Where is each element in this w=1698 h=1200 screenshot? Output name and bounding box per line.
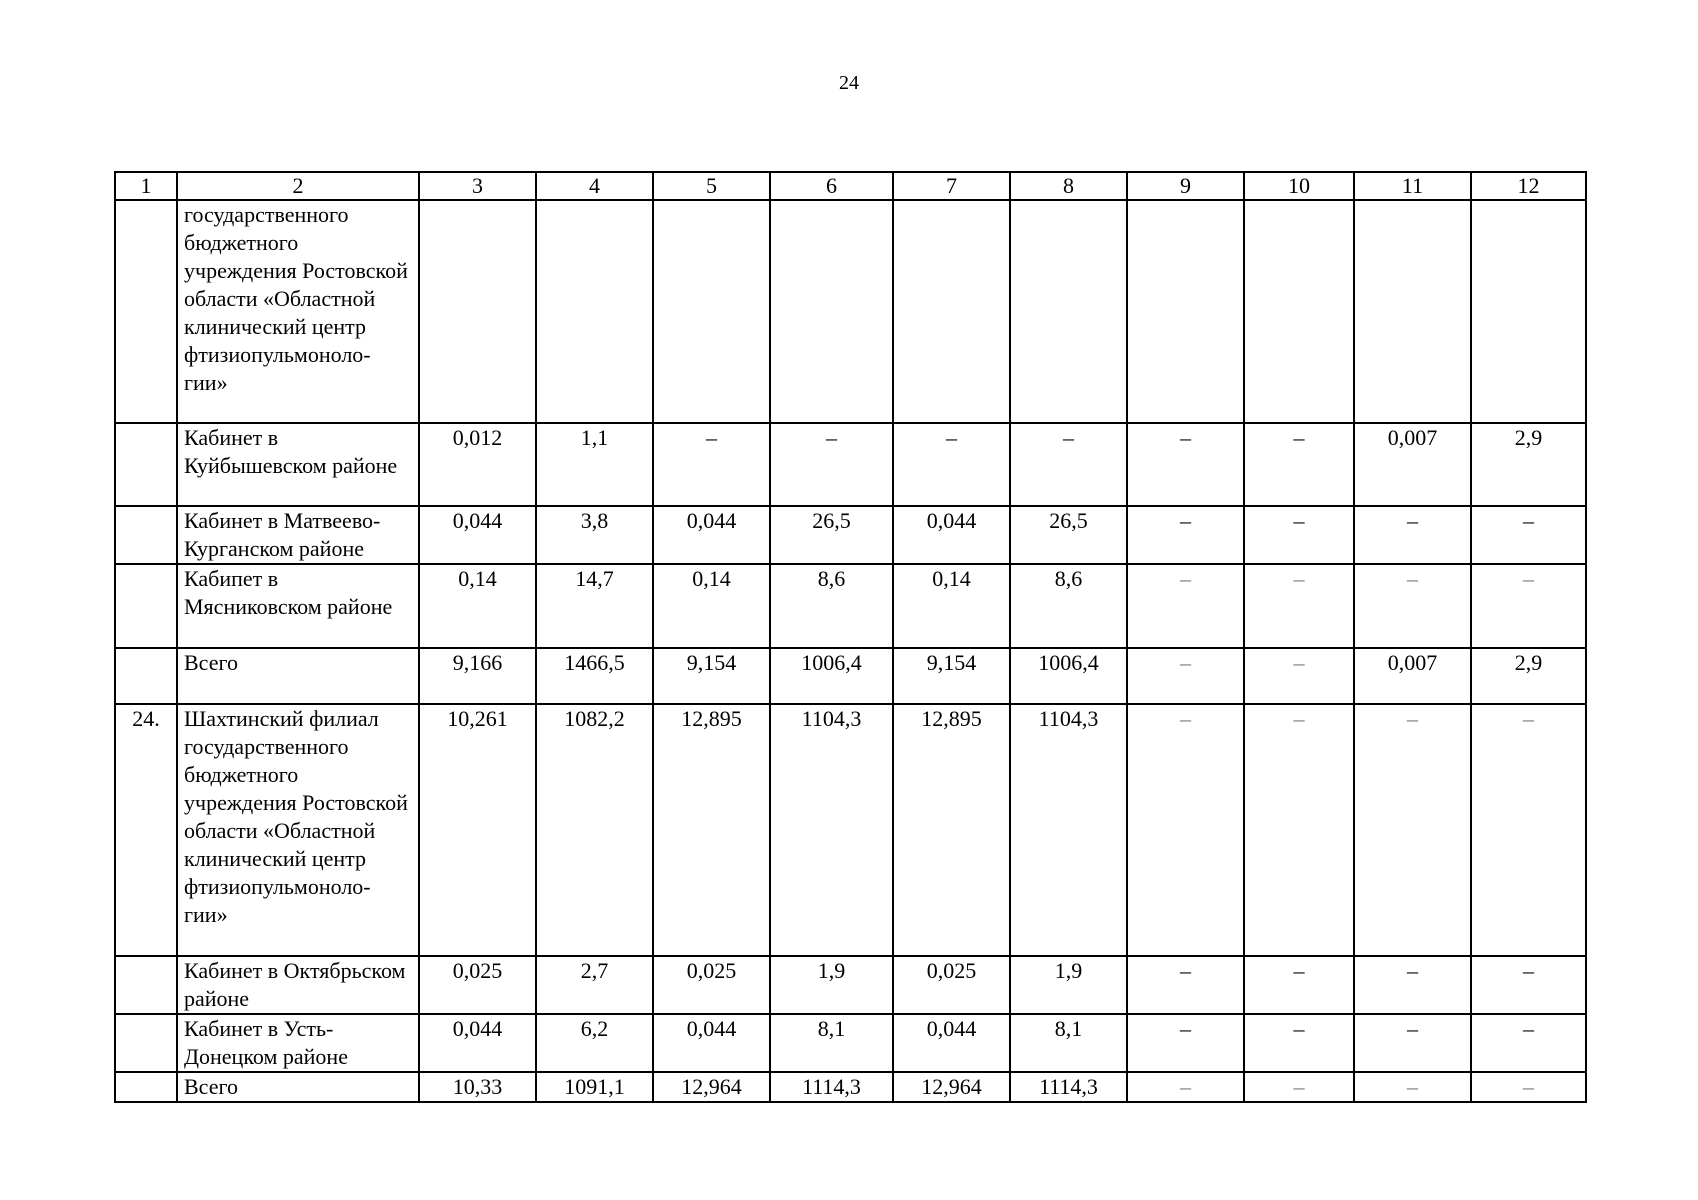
value-cell: 1006,4 bbox=[1010, 648, 1127, 704]
value-cell: 0,14 bbox=[893, 564, 1010, 648]
value-cell: 0,044 bbox=[653, 506, 770, 564]
value-cell: – bbox=[1471, 1072, 1586, 1102]
value-cell: 12,964 bbox=[893, 1072, 1010, 1102]
table-row bbox=[115, 200, 1586, 423]
row-index-cell bbox=[115, 956, 177, 1014]
value-cell: – bbox=[1354, 1072, 1471, 1102]
value-cell: 0,044 bbox=[653, 1014, 770, 1072]
column-header: 7 bbox=[893, 172, 1010, 200]
column-header: 12 bbox=[1471, 172, 1586, 200]
value-cell: – bbox=[1471, 956, 1586, 1014]
value-cell: 1104,3 bbox=[770, 704, 893, 956]
value-cell: 3,8 bbox=[536, 506, 653, 564]
value-cell: – bbox=[1354, 564, 1471, 648]
value-cell: 9,154 bbox=[893, 648, 1010, 704]
column-header: 5 bbox=[653, 172, 770, 200]
value-cell: 1091,1 bbox=[536, 1072, 653, 1102]
value-cell: – bbox=[770, 423, 893, 506]
value-cell: 0,044 bbox=[419, 506, 536, 564]
row-name-cell: Кабинет в Матвеево-Курганском районе bbox=[177, 506, 419, 564]
value-cell: 26,5 bbox=[1010, 506, 1127, 564]
value-cell: – bbox=[1244, 423, 1354, 506]
value-cell: 14,7 bbox=[536, 564, 653, 648]
value-cell: – bbox=[1354, 704, 1471, 956]
value-cell: 0,025 bbox=[419, 956, 536, 1014]
value-cell: – bbox=[1127, 423, 1244, 506]
value-cell bbox=[1244, 200, 1354, 423]
page-number: 24 bbox=[839, 72, 859, 94]
value-cell: 0,044 bbox=[419, 1014, 536, 1072]
row-name-cell: Кабинет в Октябрьском районе bbox=[177, 956, 419, 1014]
value-cell bbox=[419, 200, 536, 423]
column-header: 6 bbox=[770, 172, 893, 200]
value-cell: 8,1 bbox=[770, 1014, 893, 1072]
value-cell: – bbox=[1354, 956, 1471, 1014]
row-name-cell: Кабипет в Мясниковском районе bbox=[177, 564, 419, 648]
value-cell: – bbox=[1127, 564, 1244, 648]
row-index-cell bbox=[115, 648, 177, 704]
value-cell bbox=[1127, 200, 1244, 423]
value-cell: – bbox=[1244, 648, 1354, 704]
value-cell: – bbox=[1354, 506, 1471, 564]
table-row bbox=[115, 1014, 1586, 1072]
value-cell: – bbox=[1244, 704, 1354, 956]
value-cell: 1,1 bbox=[536, 423, 653, 506]
value-cell: 8,6 bbox=[1010, 564, 1127, 648]
value-cell: 1104,3 bbox=[1010, 704, 1127, 956]
column-header: 8 bbox=[1010, 172, 1127, 200]
total-row bbox=[115, 648, 1586, 704]
value-cell: – bbox=[893, 423, 1010, 506]
row-index-cell bbox=[115, 1072, 177, 1102]
value-cell: 8,1 bbox=[1010, 1014, 1127, 1072]
table-row bbox=[115, 506, 1586, 564]
value-cell: – bbox=[1010, 423, 1127, 506]
row-index-cell bbox=[115, 423, 177, 506]
value-cell: 1114,3 bbox=[770, 1072, 893, 1102]
value-cell: 1006,4 bbox=[770, 648, 893, 704]
value-cell: 12,895 bbox=[653, 704, 770, 956]
row-index-cell bbox=[115, 506, 177, 564]
value-cell: 9,166 bbox=[419, 648, 536, 704]
value-cell bbox=[1010, 200, 1127, 423]
value-cell bbox=[536, 200, 653, 423]
value-cell: 0,012 bbox=[419, 423, 536, 506]
table-row bbox=[115, 564, 1586, 648]
column-header: 9 bbox=[1127, 172, 1244, 200]
value-cell: – bbox=[1354, 1014, 1471, 1072]
value-cell: 12,895 bbox=[893, 704, 1010, 956]
row-name-cell: Всего bbox=[177, 1072, 419, 1102]
value-cell: 0,14 bbox=[653, 564, 770, 648]
value-cell: – bbox=[1244, 506, 1354, 564]
value-cell: – bbox=[1127, 648, 1244, 704]
value-cell: 2,7 bbox=[536, 956, 653, 1014]
value-cell: 8,6 bbox=[770, 564, 893, 648]
value-cell: 26,5 bbox=[770, 506, 893, 564]
value-cell: – bbox=[1244, 1014, 1354, 1072]
table-row bbox=[115, 704, 1586, 956]
value-cell: – bbox=[1127, 506, 1244, 564]
row-index-cell bbox=[115, 200, 177, 423]
value-cell: 0,007 bbox=[1354, 423, 1471, 506]
value-cell: 6,2 bbox=[536, 1014, 653, 1072]
value-cell: – bbox=[1244, 956, 1354, 1014]
value-cell: 1,9 bbox=[770, 956, 893, 1014]
row-name-cell: государственного бюджетного учреждения Ростовской области «Областной клинический центр фтизиопульмоноло-гии» bbox=[177, 200, 419, 423]
value-cell: 1466,5 bbox=[536, 648, 653, 704]
value-cell: 0,14 bbox=[419, 564, 536, 648]
value-cell: – bbox=[1127, 956, 1244, 1014]
value-cell: 0,025 bbox=[653, 956, 770, 1014]
row-index-cell bbox=[115, 564, 177, 648]
value-cell bbox=[893, 200, 1010, 423]
value-cell: 1114,3 bbox=[1010, 1072, 1127, 1102]
column-header: 11 bbox=[1354, 172, 1471, 200]
row-index-cell: 24. bbox=[115, 704, 177, 956]
value-cell: 0,007 bbox=[1354, 648, 1471, 704]
data-table bbox=[114, 171, 1587, 1103]
value-cell: – bbox=[1244, 564, 1354, 648]
value-cell: 10,261 bbox=[419, 704, 536, 956]
value-cell: – bbox=[1471, 506, 1586, 564]
value-cell: – bbox=[1127, 1072, 1244, 1102]
value-cell: – bbox=[1244, 1072, 1354, 1102]
column-header: 3 bbox=[419, 172, 536, 200]
value-cell bbox=[1354, 200, 1471, 423]
value-cell: – bbox=[653, 423, 770, 506]
column-number-row bbox=[115, 172, 1586, 200]
value-cell: – bbox=[1471, 564, 1586, 648]
value-cell: – bbox=[1471, 1014, 1586, 1072]
value-cell bbox=[770, 200, 893, 423]
total-row bbox=[115, 1072, 1586, 1102]
row-name-cell: Всего bbox=[177, 648, 419, 704]
value-cell: 0,025 bbox=[893, 956, 1010, 1014]
value-cell: 0,044 bbox=[893, 506, 1010, 564]
value-cell: 2,9 bbox=[1471, 423, 1586, 506]
value-cell bbox=[653, 200, 770, 423]
value-cell: 10,33 bbox=[419, 1072, 536, 1102]
column-header: 1 bbox=[115, 172, 177, 200]
row-name-cell: Шахтинский филиал государственного бюджетного учреждения Ростовской области «Областной клинический центр фтизиопульмоноло-гии» bbox=[177, 704, 419, 956]
value-cell: 9,154 bbox=[653, 648, 770, 704]
value-cell bbox=[1471, 200, 1586, 423]
row-name-cell: Кабинет в Усть-Донецком районе bbox=[177, 1014, 419, 1072]
value-cell: 0,044 bbox=[893, 1014, 1010, 1072]
value-cell: 12,964 bbox=[653, 1072, 770, 1102]
value-cell: 2,9 bbox=[1471, 648, 1586, 704]
value-cell: 1,9 bbox=[1010, 956, 1127, 1014]
table-row bbox=[115, 956, 1586, 1014]
column-header: 10 bbox=[1244, 172, 1354, 200]
value-cell: – bbox=[1127, 1014, 1244, 1072]
value-cell: – bbox=[1127, 704, 1244, 956]
value-cell: 1082,2 bbox=[536, 704, 653, 956]
column-header: 4 bbox=[536, 172, 653, 200]
table-row bbox=[115, 423, 1586, 506]
value-cell: – bbox=[1471, 704, 1586, 956]
row-index-cell bbox=[115, 1014, 177, 1072]
row-name-cell: Кабинет в Куйбышевском районе bbox=[177, 423, 419, 506]
column-header: 2 bbox=[177, 172, 419, 200]
